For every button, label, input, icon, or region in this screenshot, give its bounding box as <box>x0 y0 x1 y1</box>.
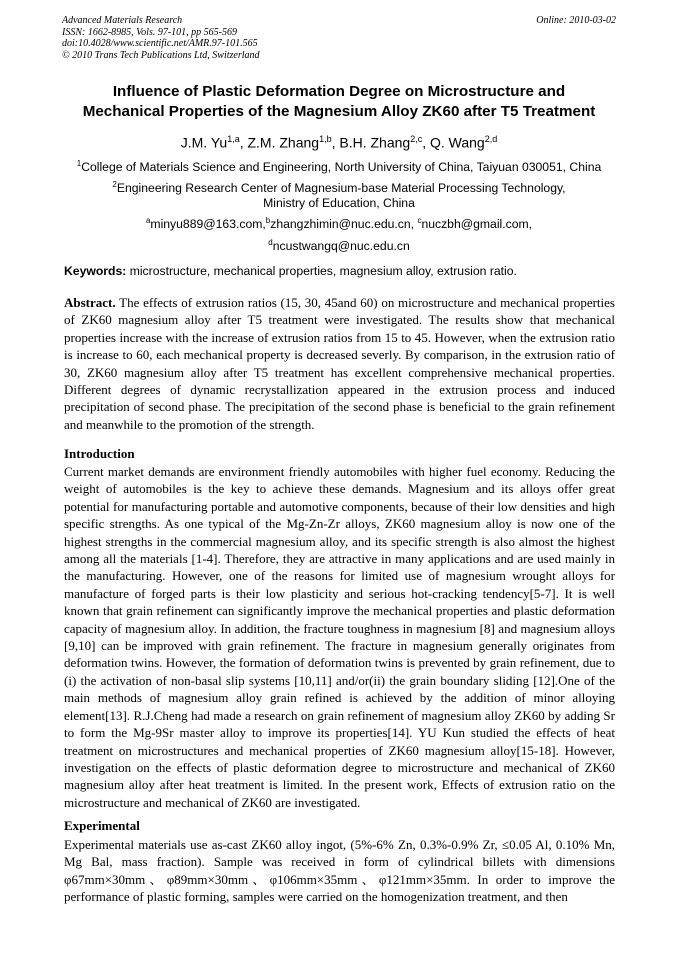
email-sup: c <box>417 216 422 225</box>
affiliation-text: College of Materials Science and Engineering, North University of China, Taiyuan 030051, China <box>81 160 602 175</box>
journal-name: Advanced Materials Research <box>62 15 183 26</box>
online-date: Online: 2010-03-02 <box>536 15 616 26</box>
journal-header <box>62 15 616 61</box>
affiliation-text: Engineering Research Center of Magnesium-base Material Processing Technology, <box>116 181 566 196</box>
abstract-label: Abstract. <box>64 295 116 310</box>
author-name: J.M. Yu <box>180 134 228 151</box>
experimental-text: Experimental materials use as-cast ZK60 alloy ingot, (5%-6% Zn, 0.3%-0.9% Zr, ≤0.05 Al, 0.10% Mn, Mg Bal, mass fraction). Sample was received in form of cylindrical billets with dimensions φ67mm×30mm、φ89mm×30mm、φ106mm×35mm、φ121mm×35mm. In order to improve the performance of plastic forming, samples were carried on the homogenization treatment, and then <box>64 837 615 905</box>
author-sep: , <box>239 134 248 151</box>
email-sup: b <box>265 216 271 225</box>
email-address: ncustwangq@nuc.edu.cn <box>272 239 410 254</box>
author-sup: 2,d <box>484 134 498 144</box>
author-sup: 2,c <box>410 134 423 144</box>
affiliation-1 <box>30 156 648 175</box>
title-line-2: Mechanical Properties of the Magnesium Alloy ZK60 after T5 Treatment <box>82 103 596 120</box>
introduction-text: Current market demands are environment friendly automobiles with higher fuel economy. Reducing the weight of automobiles is the key to achieve these demands. Magnesium and its alloys offer great potential for manufacturing portable and automotive components, because of their low densities and high specific strengths. As one typical of the Mg-Zn-Zr alloys, ZK60 magnesium alloy is now one of the highest strengths in the commercial magnesium alloy, and its specific strength is also almost the highest among all the materials [1-4]. Therefore, they are attractive in many applications and are used mainly in the manufacturing. However, one of the reasons for limited use of magnesium wrought alloys for manufacture of forged parts is their low plasticity and serious hot-cracking tendency[5-7]. It is well known that grain refinement can significantly improve the mechanical properties and plastic deformation capacity of magnesium alloy. In addition, the fracture toughness in magnesium [8] and magnesium alloys [9,10] can be improved with grain refinement. The fracture in magnesium generally originates from deformation twins. However, the formation of deformation twins is prevented by grain refinement, due to (i) the activation of non-basal slip systems [10,11] and/or(ii) the grain boundary sliding [12].One of the main methods of magnesium alloy grain refined is achieved by the addition of minor alloying element[13]. R.J.Cheng had made a research on grain refinement of magnesium alloy ZK60 by adding Sr to form the Mg-9Sr master alloy to improve its properties[14]. YU Kun studied the effects of heat treatment on microstructures and mechanical properties of ZK60 magnesium alloy[15-18]. However, investigation on the effects of plastic deformation degree to microstructure and mechanical of ZK60 magnesium alloy after heat treatment is limited. In the present work, Effects of extrusion ratio on the microstructure and mechanical of ZK60 are investigated. <box>64 464 615 810</box>
abstract-text: The effects of extrusion ratios (15, 30, 45and 60) on microstructure and mechanical properties of ZK60 magnesium alloy after T5 treatment were investigated. The results show that mechanical properties increase with the increase of extrusion ratios from 15 to 45. However, when the extrusion ratio is increase to 60, each mechanical property is decreased severly. By comparison, in the extrusion ratio of 30, ZK60 magnesium alloy after T5 treatment has excellent comprehensive mechanical properties. Different degrees of dynamic recrystallization appeared in the extrusion process and induced precipitation of second phase. The precipitation of the second phase is beneficial to the grain refinement and meanwhile to the promotion of the strength. <box>64 295 615 432</box>
title-line-1: Influence of Plastic Deformation Degree on Microstructure and <box>112 83 566 100</box>
doi-line: doi:10.4028/www.scientific.net/AMR.97-101.565 <box>62 38 258 49</box>
affiliation-sup: 2 <box>112 180 117 189</box>
affiliation-2 <box>30 177 648 211</box>
affiliation-text: Ministry of Education, China <box>263 196 415 211</box>
email-address: minyu889@163.com, <box>150 217 266 232</box>
email-sup: a <box>145 216 151 225</box>
experimental-heading: Experimental <box>64 818 140 833</box>
affiliation-sup: 1 <box>76 159 82 168</box>
email-address: zhangzhimin@nuc.edu.cn, <box>270 217 418 232</box>
keywords <box>64 264 616 279</box>
author-name: B.H. Zhang <box>339 134 411 151</box>
author-sep: , <box>331 134 340 151</box>
issn-line: ISSN: 1662-8985, Vols. 97-101, pp 565-569 <box>62 26 237 38</box>
email-line-1 <box>30 213 648 232</box>
abstract <box>64 294 615 433</box>
author-sep: , <box>422 134 430 151</box>
paper-title <box>40 82 638 122</box>
keywords-label: Keywords: <box>64 264 127 278</box>
author-sup: 1,a <box>227 134 240 144</box>
keywords-text: microstructure, mechanical properties, magnesium alloy, extrusion ratio. <box>126 264 517 278</box>
email-address: nuczbh@gmail.com, <box>421 217 533 232</box>
author-list <box>40 130 638 152</box>
author-name: Z.M. Zhang <box>247 134 320 151</box>
introduction-heading: Introduction <box>64 446 135 461</box>
author-sup: 1,b <box>319 134 332 144</box>
email-sup: d <box>268 238 273 247</box>
author-name: Q. Wang <box>430 134 485 151</box>
email-line-2 <box>30 235 648 254</box>
copyright-line: © 2010 Trans Tech Publications Ltd, Switzerland <box>62 49 260 61</box>
